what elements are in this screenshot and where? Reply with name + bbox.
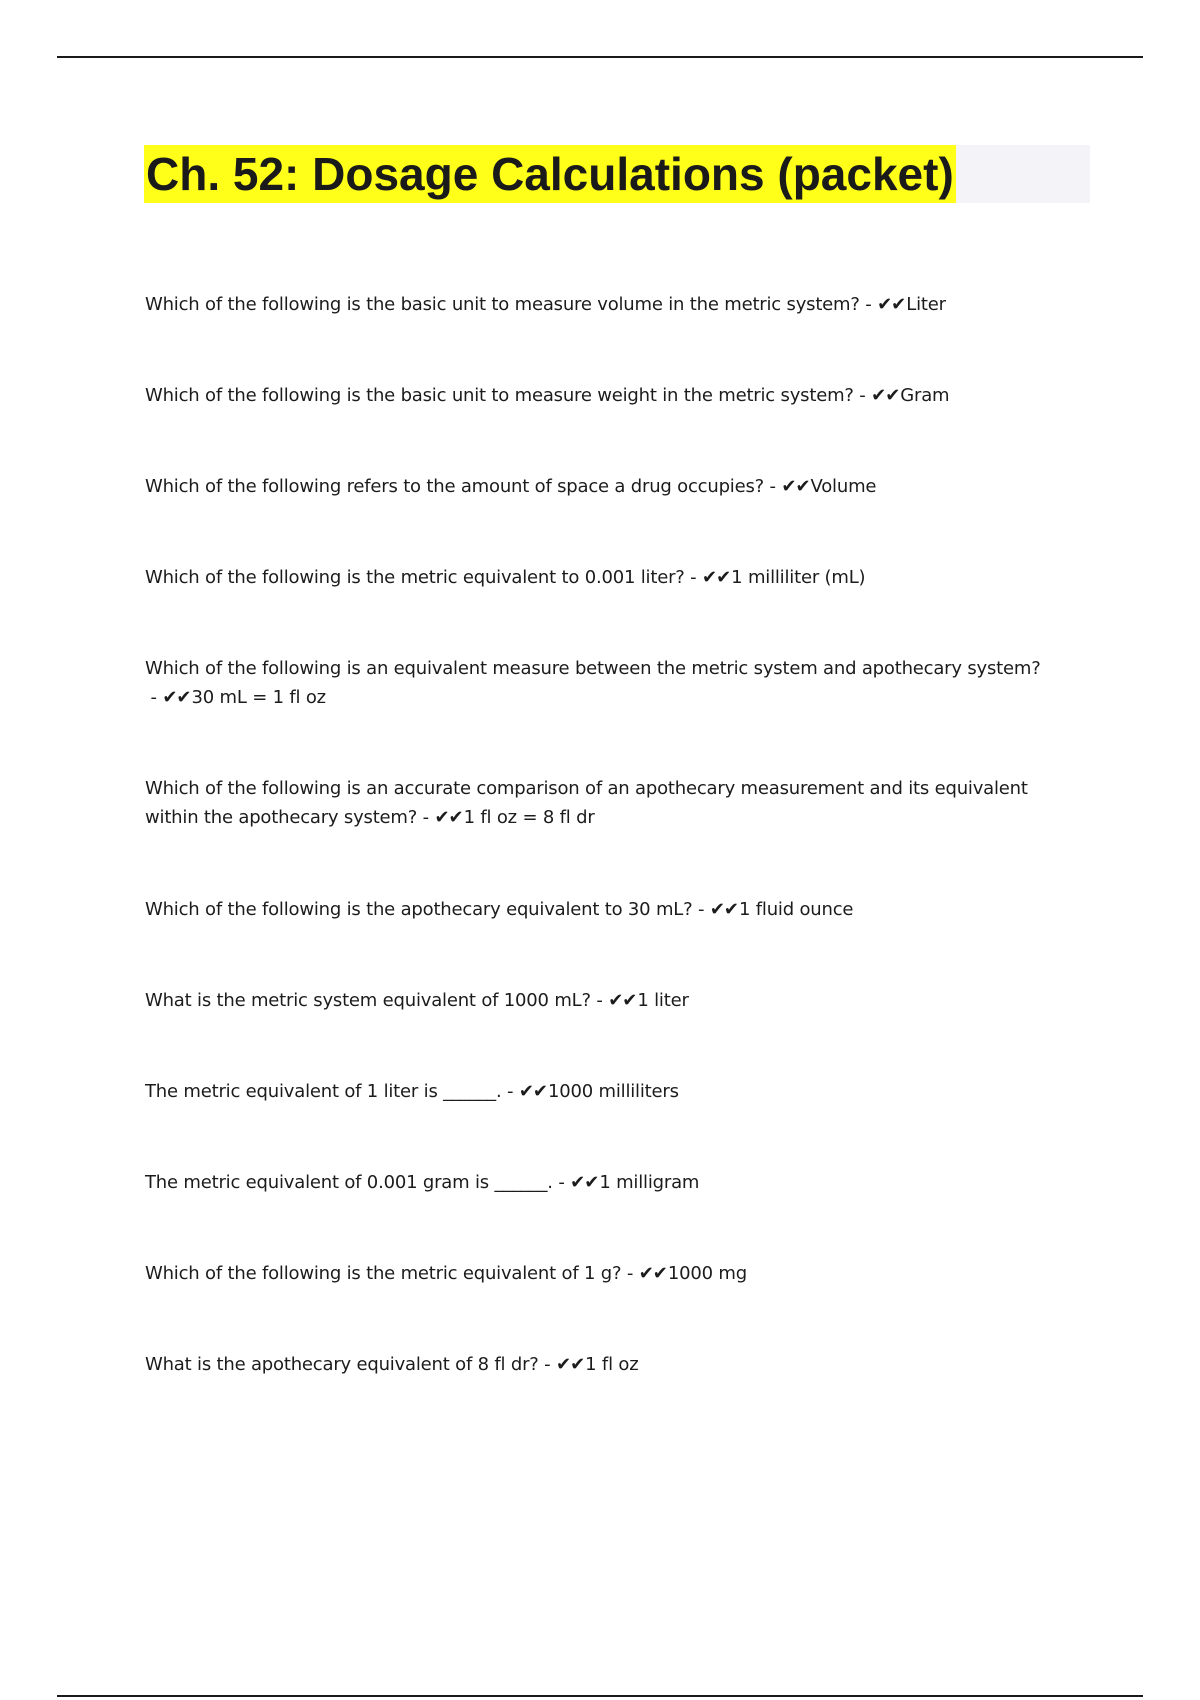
qa-item [145, 1259, 1075, 1288]
question-text: The metric equivalent of 0.001 gram is ______. [145, 1172, 553, 1193]
qa-item [145, 563, 1075, 592]
answer-text: 1000 milliliters [547, 1081, 679, 1102]
separator: - [621, 1263, 639, 1284]
separator: - [145, 687, 163, 708]
question-text: Which of the following is the metric equivalent of 1 g? [145, 1263, 622, 1284]
answer-text: Volume [810, 476, 877, 497]
question-text: The metric equivalent of 1 liter is ______. [145, 1081, 502, 1102]
check-icon: ✔✔ [702, 567, 731, 588]
separator: - [501, 1081, 519, 1102]
separator: - [692, 899, 710, 920]
answer-text: 1 fl oz [585, 1354, 639, 1375]
question-text: Which of the following is the basic unit to measure weight in the metric system? [145, 385, 854, 406]
question-text: What is the apothecary equivalent of 8 fl dr? [145, 1354, 539, 1375]
answer-text: 1 fluid ounce [739, 899, 854, 920]
bottom-rule [57, 1695, 1143, 1697]
check-icon: ✔✔ [162, 687, 191, 708]
qa-item [145, 1077, 1075, 1106]
qa-item [145, 895, 1075, 924]
check-icon: ✔✔ [434, 807, 463, 828]
qa-item [145, 381, 1075, 410]
separator: - [417, 807, 435, 828]
answer-text: 1000 mg [667, 1263, 747, 1284]
check-icon: ✔✔ [518, 1081, 547, 1102]
separator: - [684, 567, 702, 588]
qa-item [145, 774, 1075, 832]
separator: - [538, 1354, 556, 1375]
qa-item [145, 290, 1075, 319]
answer-text: 1 milligram [599, 1172, 700, 1193]
answer-text: Liter [906, 294, 946, 315]
check-icon: ✔✔ [608, 990, 637, 1011]
separator: - [552, 1172, 571, 1193]
check-icon: ✔✔ [555, 1354, 585, 1375]
answer-text: 1 fl oz = 8 fl dr [463, 807, 595, 828]
check-icon: ✔✔ [877, 294, 906, 315]
check-icon: ✔✔ [871, 385, 900, 406]
separator: - [764, 476, 782, 497]
qa-item [145, 1350, 1075, 1379]
qa-item [145, 1168, 1075, 1197]
answer-text: 1 milliliter (mL) [731, 567, 866, 588]
question-text: Which of the following is the metric equivalent to 0.001 liter? [145, 567, 685, 588]
question-text: Which of the following is an accurate comparison of an apothecary measurement and its equivalent within the apothecary system? [145, 778, 1028, 828]
qa-item [145, 472, 1075, 501]
check-icon: ✔✔ [570, 1172, 599, 1193]
question-text: Which of the following refers to the amount of space a drug occupies? [145, 476, 765, 497]
top-rule [57, 56, 1143, 58]
check-icon: ✔✔ [638, 1263, 667, 1284]
qa-item [145, 654, 1075, 712]
answer-text: 30 mL = 1 fl oz [191, 687, 326, 708]
separator: - [853, 385, 872, 406]
answer-text: Gram [900, 385, 950, 406]
page-title: Ch. 52: Dosage Calculations (packet) [144, 145, 956, 203]
qa-item [145, 986, 1075, 1015]
question-text: Which of the following is an equivalent measure between the metric system and apothecary system? [145, 658, 1041, 679]
separator: - [590, 990, 609, 1011]
question-text: Which of the following is the basic unit to measure volume in the metric system? [145, 294, 860, 315]
question-text: What is the metric system equivalent of 1000 mL? [145, 990, 591, 1011]
check-icon: ✔✔ [781, 476, 810, 497]
question-text: Which of the following is the apothecary equivalent to 30 mL? [145, 899, 693, 920]
separator: - [859, 294, 878, 315]
answer-text: 1 liter [637, 990, 689, 1011]
check-icon: ✔✔ [709, 899, 738, 920]
